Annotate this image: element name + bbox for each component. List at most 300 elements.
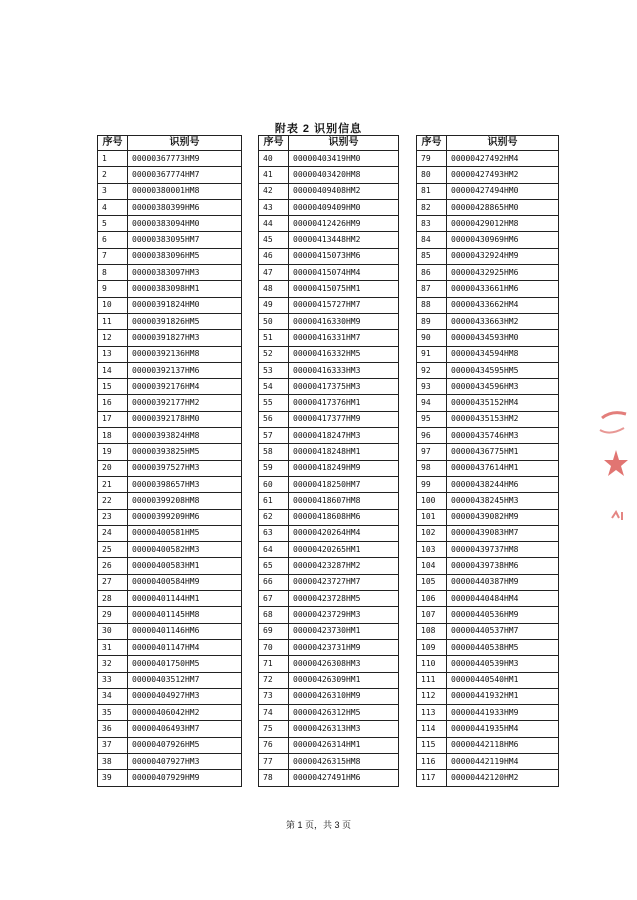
id-cell: 00000392136HM8 (128, 346, 242, 362)
id-cell: 00000400581HM5 (128, 525, 242, 541)
table-row (417, 705, 559, 721)
seq-cell: 38 (98, 753, 128, 769)
table-row (417, 395, 559, 411)
id-cell: 00000413448HM2 (289, 232, 399, 248)
table-row (259, 656, 399, 672)
table-row (259, 313, 399, 329)
seq-cell: 87 (417, 281, 447, 297)
id-cell: 00000401144HM1 (128, 591, 242, 607)
table-row (417, 721, 559, 737)
id-header: 识别号 (289, 136, 399, 151)
seq-cell: 107 (417, 607, 447, 623)
table-row (417, 281, 559, 297)
id-cell: 00000415727HM7 (289, 297, 399, 313)
seq-cell: 71 (259, 656, 289, 672)
table-row (98, 688, 242, 704)
seq-cell: 51 (259, 330, 289, 346)
id-cell: 00000440536HM9 (447, 607, 559, 623)
table-row (259, 558, 399, 574)
table-row (259, 705, 399, 721)
id-cell: 00000423730HM1 (289, 623, 399, 639)
seq-cell: 31 (98, 639, 128, 655)
id-cell: 00000434595HM5 (447, 362, 559, 378)
table-row (98, 183, 242, 199)
seq-cell: 67 (259, 591, 289, 607)
table-row (417, 167, 559, 183)
red-seal-stamp (598, 400, 628, 540)
id-cell: 00000392137HM6 (128, 362, 242, 378)
seq-cell: 60 (259, 476, 289, 492)
table-row (417, 574, 559, 590)
seq-cell: 65 (259, 558, 289, 574)
id-cell: 00000407929HM9 (128, 770, 242, 786)
seq-cell: 24 (98, 525, 128, 541)
seq-cell: 41 (259, 167, 289, 183)
id-cell: 00000416333HM3 (289, 362, 399, 378)
table-row (417, 265, 559, 281)
id-cell: 00000417377HM9 (289, 411, 399, 427)
table-row (98, 753, 242, 769)
id-cell: 00000427491HM6 (289, 770, 399, 786)
table-row (98, 591, 242, 607)
id-cell: 00000409408HM2 (289, 183, 399, 199)
seq-cell: 70 (259, 639, 289, 655)
id-cell: 00000401750HM5 (128, 656, 242, 672)
id-cell: 00000440537HM7 (447, 623, 559, 639)
seq-cell: 9 (98, 281, 128, 297)
id-cell: 00000380399HM6 (128, 199, 242, 215)
table-row (417, 623, 559, 639)
table-row (98, 444, 242, 460)
table-row (98, 558, 242, 574)
table-row (417, 216, 559, 232)
table-row (417, 444, 559, 460)
table-row (98, 297, 242, 313)
seq-cell: 45 (259, 232, 289, 248)
table-row (98, 770, 242, 786)
id-cell: 00000432925HM6 (447, 265, 559, 281)
table-row (98, 574, 242, 590)
table-row (417, 558, 559, 574)
id-cell: 00000418247HM3 (289, 428, 399, 444)
table-row (259, 672, 399, 688)
seq-cell: 112 (417, 688, 447, 704)
table-row (417, 460, 559, 476)
seq-cell: 66 (259, 574, 289, 590)
table-row (417, 199, 559, 215)
seq-cell: 32 (98, 656, 128, 672)
seq-cell: 95 (417, 411, 447, 427)
table-row (98, 737, 242, 753)
id-cell: 00000401146HM6 (128, 623, 242, 639)
table-row (98, 705, 242, 721)
id-cell: 00000403420HM8 (289, 167, 399, 183)
page-footer: 第 1 页，共 3 页 (285, 820, 351, 830)
table-row (98, 428, 242, 444)
table-row (259, 167, 399, 183)
id-cell: 00000427492HM4 (447, 151, 559, 167)
table-row (417, 493, 559, 509)
id-cell: 00000403419HM0 (289, 151, 399, 167)
id-cell: 00000392178HM0 (128, 411, 242, 427)
id-cell: 00000437614HM1 (447, 460, 559, 476)
id-cell: 00000420265HM1 (289, 542, 399, 558)
seq-cell: 100 (417, 493, 447, 509)
id-cell: 00000418250HM7 (289, 476, 399, 492)
table-row (98, 248, 242, 264)
seq-cell: 47 (259, 265, 289, 281)
id-cell: 00000404927HM3 (128, 688, 242, 704)
seq-cell: 106 (417, 591, 447, 607)
seq-cell: 85 (417, 248, 447, 264)
table-row (259, 721, 399, 737)
seq-cell: 84 (417, 232, 447, 248)
table-row (98, 346, 242, 362)
id-cell: 00000439738HM6 (447, 558, 559, 574)
table-row (417, 330, 559, 346)
seq-cell: 101 (417, 509, 447, 525)
seq-header: 序号 (98, 136, 128, 151)
id-cell: 00000415074HM4 (289, 265, 399, 281)
seq-cell: 88 (417, 297, 447, 313)
id-cell: 00000407926HM5 (128, 737, 242, 753)
seq-cell: 103 (417, 542, 447, 558)
seq-cell: 116 (417, 753, 447, 769)
table-row (259, 216, 399, 232)
seq-cell: 110 (417, 656, 447, 672)
seq-cell: 17 (98, 411, 128, 427)
seq-cell: 115 (417, 737, 447, 753)
seq-cell: 61 (259, 493, 289, 509)
id-cell: 00000412426HM9 (289, 216, 399, 232)
id-cell: 00000439082HM9 (447, 509, 559, 525)
table-row (259, 379, 399, 395)
id-cell: 00000426310HM9 (289, 688, 399, 704)
id-cell: 00000433661HM6 (447, 281, 559, 297)
table-header-row (98, 136, 242, 151)
id-cell: 00000398657HM3 (128, 476, 242, 492)
table-row (259, 688, 399, 704)
seq-cell: 46 (259, 248, 289, 264)
table-row (98, 476, 242, 492)
table-header-row (417, 136, 559, 151)
id-cell: 00000439083HM7 (447, 525, 559, 541)
id-cell: 00000383096HM5 (128, 248, 242, 264)
id-cell: 00000392176HM4 (128, 379, 242, 395)
seq-cell: 19 (98, 444, 128, 460)
table-row (417, 428, 559, 444)
id-cell: 00000415073HM6 (289, 248, 399, 264)
table-row (417, 639, 559, 655)
seq-cell: 37 (98, 737, 128, 753)
table-row (98, 379, 242, 395)
table-row (259, 753, 399, 769)
table-row (259, 248, 399, 264)
seq-cell: 94 (417, 395, 447, 411)
seq-cell: 57 (259, 428, 289, 444)
seq-cell: 78 (259, 770, 289, 786)
id-cell: 00000435152HM4 (447, 395, 559, 411)
table-row (259, 232, 399, 248)
id-cell: 00000426313HM3 (289, 721, 399, 737)
table-row (98, 265, 242, 281)
id-header: 识别号 (128, 136, 242, 151)
table-row (259, 591, 399, 607)
seq-cell: 5 (98, 216, 128, 232)
id-cell: 00000406042HM2 (128, 705, 242, 721)
id-cell: 00000434594HM8 (447, 346, 559, 362)
seq-cell: 36 (98, 721, 128, 737)
seq-cell: 97 (417, 444, 447, 460)
id-cell: 00000420264HM4 (289, 525, 399, 541)
id-cell: 00000426309HM1 (289, 672, 399, 688)
table-row (259, 330, 399, 346)
table-row (417, 607, 559, 623)
seq-cell: 63 (259, 525, 289, 541)
seq-cell: 98 (417, 460, 447, 476)
id-cell: 00000428865HM0 (447, 199, 559, 215)
table-row (259, 770, 399, 786)
id-cell: 00000393824HM8 (128, 428, 242, 444)
seq-cell: 2 (98, 167, 128, 183)
id-table-column-2 (258, 135, 399, 787)
table-row (417, 688, 559, 704)
id-cell: 00000415075HM1 (289, 281, 399, 297)
seq-header: 序号 (417, 136, 447, 151)
seq-cell: 26 (98, 558, 128, 574)
table-row (259, 639, 399, 655)
table-row (98, 607, 242, 623)
seq-cell: 16 (98, 395, 128, 411)
seq-cell: 96 (417, 428, 447, 444)
seq-cell: 1 (98, 151, 128, 167)
seq-cell: 72 (259, 672, 289, 688)
table-row (417, 248, 559, 264)
seq-cell: 92 (417, 362, 447, 378)
table-row (259, 476, 399, 492)
seq-cell: 6 (98, 232, 128, 248)
id-cell: 00000380001HM8 (128, 183, 242, 199)
id-cell: 00000438244HM6 (447, 476, 559, 492)
seq-cell: 13 (98, 346, 128, 362)
id-cell: 00000418249HM9 (289, 460, 399, 476)
seq-cell: 55 (259, 395, 289, 411)
seq-cell: 27 (98, 574, 128, 590)
seq-cell: 44 (259, 216, 289, 232)
table-row (98, 639, 242, 655)
id-cell: 00000403512HM7 (128, 672, 242, 688)
id-cell: 00000423729HM3 (289, 607, 399, 623)
table-row (259, 265, 399, 281)
table-row (417, 313, 559, 329)
table-row (98, 232, 242, 248)
table-row (98, 313, 242, 329)
id-header: 识别号 (447, 136, 559, 151)
seq-cell: 56 (259, 411, 289, 427)
id-cell: 00000440484HM4 (447, 591, 559, 607)
table-row (259, 281, 399, 297)
seq-cell: 29 (98, 607, 128, 623)
table-row (259, 542, 399, 558)
seq-cell: 18 (98, 428, 128, 444)
id-cell: 00000430969HM6 (447, 232, 559, 248)
id-cell: 00000441935HM4 (447, 721, 559, 737)
seq-cell: 80 (417, 167, 447, 183)
seq-cell: 105 (417, 574, 447, 590)
id-cell: 00000440387HM9 (447, 574, 559, 590)
id-cell: 00000432924HM9 (447, 248, 559, 264)
seq-cell: 52 (259, 346, 289, 362)
id-cell: 00000401147HM4 (128, 639, 242, 655)
seq-cell: 34 (98, 688, 128, 704)
seq-cell: 62 (259, 509, 289, 525)
table-row (259, 411, 399, 427)
id-cell: 00000397527HM3 (128, 460, 242, 476)
table-row (259, 346, 399, 362)
table-row (98, 493, 242, 509)
id-cell: 00000440538HM5 (447, 639, 559, 655)
id-cell: 00000383097HM3 (128, 265, 242, 281)
seq-cell: 14 (98, 362, 128, 378)
table-row (417, 183, 559, 199)
id-cell: 00000406493HM7 (128, 721, 242, 737)
id-cell: 00000442118HM6 (447, 737, 559, 753)
table-row (417, 346, 559, 362)
table-row (98, 525, 242, 541)
id-cell: 00000418607HM8 (289, 493, 399, 509)
id-cell: 00000435153HM2 (447, 411, 559, 427)
seq-cell: 75 (259, 721, 289, 737)
seq-cell: 12 (98, 330, 128, 346)
seq-cell: 28 (98, 591, 128, 607)
seq-cell: 30 (98, 623, 128, 639)
seq-cell: 86 (417, 265, 447, 281)
id-cell: 00000367773HM9 (128, 151, 242, 167)
seq-cell: 91 (417, 346, 447, 362)
table-row (98, 460, 242, 476)
table-row (98, 509, 242, 525)
table-row (259, 525, 399, 541)
seq-cell: 76 (259, 737, 289, 753)
table-row (98, 623, 242, 639)
seq-cell: 74 (259, 705, 289, 721)
table-row (417, 656, 559, 672)
seq-cell: 73 (259, 688, 289, 704)
id-cell: 00000418248HM1 (289, 444, 399, 460)
seq-cell: 117 (417, 770, 447, 786)
id-cell: 00000418608HM6 (289, 509, 399, 525)
id-cell: 00000434593HM0 (447, 330, 559, 346)
table-row (417, 509, 559, 525)
id-cell: 00000393825HM5 (128, 444, 242, 460)
table-row (98, 395, 242, 411)
table-row (259, 444, 399, 460)
id-cell: 00000423727HM7 (289, 574, 399, 590)
seq-cell: 10 (98, 297, 128, 313)
seq-cell: 11 (98, 313, 128, 329)
seq-cell: 53 (259, 362, 289, 378)
seq-header: 序号 (259, 136, 289, 151)
seq-cell: 93 (417, 379, 447, 395)
table-row (417, 542, 559, 558)
id-cell: 00000417375HM3 (289, 379, 399, 395)
table-row (98, 656, 242, 672)
seq-cell: 77 (259, 753, 289, 769)
seq-cell: 33 (98, 672, 128, 688)
table-row (98, 216, 242, 232)
id-cell: 00000426314HM1 (289, 737, 399, 753)
id-cell: 00000438245HM3 (447, 493, 559, 509)
table-row (259, 460, 399, 476)
seq-cell: 83 (417, 216, 447, 232)
seq-cell: 50 (259, 313, 289, 329)
seq-cell: 69 (259, 623, 289, 639)
table-row (98, 411, 242, 427)
page-title: 附表 2 识别信息 (274, 123, 363, 135)
id-cell: 00000426315HM8 (289, 753, 399, 769)
table-row (98, 721, 242, 737)
table-row (259, 199, 399, 215)
table-row (98, 167, 242, 183)
seq-cell: 43 (259, 199, 289, 215)
seq-cell: 39 (98, 770, 128, 786)
seq-cell: 108 (417, 623, 447, 639)
seq-cell: 109 (417, 639, 447, 655)
id-cell: 00000423287HM2 (289, 558, 399, 574)
table-row (417, 591, 559, 607)
seq-cell: 15 (98, 379, 128, 395)
id-cell: 00000367774HM7 (128, 167, 242, 183)
id-cell: 00000440540HM1 (447, 672, 559, 688)
id-cell: 00000383095HM7 (128, 232, 242, 248)
id-cell: 00000400582HM3 (128, 542, 242, 558)
id-cell: 00000399209HM6 (128, 509, 242, 525)
table-row (259, 428, 399, 444)
seq-cell: 111 (417, 672, 447, 688)
table-header-row (259, 136, 399, 151)
id-cell: 00000392177HM2 (128, 395, 242, 411)
seq-cell: 4 (98, 199, 128, 215)
table-row (417, 525, 559, 541)
seq-cell: 82 (417, 199, 447, 215)
table-row (259, 574, 399, 590)
table-row (259, 737, 399, 753)
table-row (417, 151, 559, 167)
id-cell: 00000441932HM1 (447, 688, 559, 704)
id-cell: 00000400583HM1 (128, 558, 242, 574)
table-row (98, 542, 242, 558)
table-row (98, 330, 242, 346)
seq-cell: 40 (259, 151, 289, 167)
seq-cell: 102 (417, 525, 447, 541)
seq-cell: 49 (259, 297, 289, 313)
table-row (417, 362, 559, 378)
seq-cell: 90 (417, 330, 447, 346)
id-cell: 00000383094HM0 (128, 216, 242, 232)
id-cell: 00000423731HM9 (289, 639, 399, 655)
seq-cell: 42 (259, 183, 289, 199)
table-row (417, 770, 559, 786)
seq-cell: 23 (98, 509, 128, 525)
seq-cell: 59 (259, 460, 289, 476)
table-row (417, 297, 559, 313)
table-row (259, 395, 399, 411)
id-cell: 00000391827HM3 (128, 330, 242, 346)
seq-cell: 8 (98, 265, 128, 281)
seq-cell: 79 (417, 151, 447, 167)
id-cell: 00000416330HM9 (289, 313, 399, 329)
table-row (98, 151, 242, 167)
